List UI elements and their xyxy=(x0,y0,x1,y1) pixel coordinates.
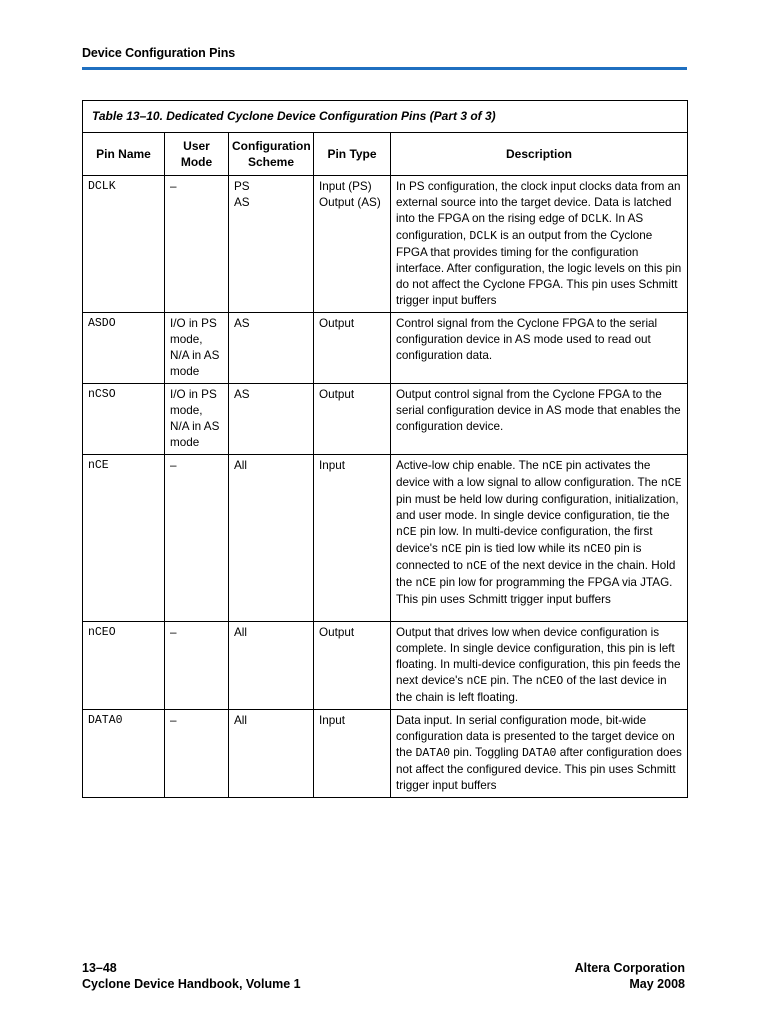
pin-type-cell xyxy=(314,384,391,455)
pin-type-cell xyxy=(314,455,391,622)
signal-name: DATA0 xyxy=(521,747,557,760)
user-mode-cell xyxy=(165,384,229,455)
header-rule xyxy=(82,67,687,70)
signal-name: nCE xyxy=(415,577,437,590)
signal-name: DATA0 xyxy=(415,747,451,760)
table-row xyxy=(83,622,688,710)
pin-name-cell: nCE xyxy=(83,455,165,622)
cell-line: – xyxy=(170,714,177,727)
running-header: Device Configuration Pins xyxy=(82,46,236,60)
user-mode-cell xyxy=(165,622,229,710)
signal-name: nCE xyxy=(466,675,488,688)
cell-line: Output xyxy=(319,626,355,639)
cell-line: N/A in AS xyxy=(170,420,220,433)
cell-line: Input xyxy=(319,714,345,727)
description-text: Control signal from the Cyclone FPGA to the serial configuration device in AS mode used to read out configuration data. xyxy=(396,317,658,362)
cell-line: All xyxy=(234,714,247,727)
signal-name: nCE xyxy=(466,560,487,573)
user-mode-cell xyxy=(165,313,229,384)
table-row xyxy=(83,455,688,622)
cell-line: Input (PS) xyxy=(319,180,372,193)
cell-line: All xyxy=(234,626,247,639)
description-text: . In AS configuration, xyxy=(396,212,644,242)
description-cell xyxy=(391,313,688,384)
description-cell xyxy=(391,455,688,622)
description-text: Output control signal from the Cyclone FPGA to the serial configuration device in AS mode that enables the configuration device. xyxy=(396,388,681,433)
description-cell xyxy=(391,710,688,798)
signal-name: DCLK xyxy=(581,213,609,226)
user-mode-cell xyxy=(165,176,229,313)
cell-line: Input xyxy=(319,459,345,472)
signal-name: nCE xyxy=(396,526,417,539)
book-title: Cyclone Device Handbook, Volume 1 xyxy=(82,977,301,991)
description-text: pin must be held low during configuration, initialization, and user mode. In single device configuration, tie the xyxy=(396,493,679,522)
cell-line: All xyxy=(234,459,247,472)
configuration-scheme-cell xyxy=(229,176,314,313)
configuration-scheme-cell xyxy=(229,622,314,710)
company-name: Altera Corporation xyxy=(574,961,685,975)
footer-left xyxy=(82,960,301,992)
description-text: pin is connected to xyxy=(396,542,642,572)
column-header-user-mode: User Mode xyxy=(165,133,229,176)
pin-name-cell: nCSO xyxy=(83,384,165,455)
description-text: of the last device in the chain is left floating. xyxy=(396,674,667,704)
description-text: pin is tied low while its xyxy=(461,542,584,555)
page-number: 13–48 xyxy=(82,961,117,975)
signal-name: nCEO xyxy=(535,675,564,688)
cell-line: I/O in PS xyxy=(170,388,217,401)
table-caption: Table 13–10. Dedicated Cyclone Device Configuration Pins (Part 3 of 3) xyxy=(83,101,688,133)
cell-line: – xyxy=(170,626,177,639)
column-header-pin-name: Pin Name xyxy=(83,133,165,176)
configuration-scheme-cell xyxy=(229,384,314,455)
description-text: after configuration does not affect the configured device. This pin uses Schmitt trigger input buffers xyxy=(396,746,682,792)
pin-name-cell: nCEO xyxy=(83,622,165,710)
pin-type-cell xyxy=(314,176,391,313)
cell-line: Output xyxy=(319,388,355,401)
publication-date: May 2008 xyxy=(629,977,685,991)
cell-line: Output xyxy=(319,317,355,330)
column-header-configuration-scheme: Configuration Scheme xyxy=(229,133,314,176)
description-text: pin. Toggling xyxy=(450,746,522,759)
description-cell xyxy=(391,176,688,313)
column-header-description: Description xyxy=(391,133,688,176)
cell-line: – xyxy=(170,180,177,193)
table-row xyxy=(83,384,688,455)
signal-name: nCE xyxy=(541,460,563,473)
cell-line: AS xyxy=(234,196,250,209)
description-cell xyxy=(391,622,688,710)
signal-name: nCE xyxy=(660,477,682,490)
cell-line: – xyxy=(170,459,177,472)
description-text: pin low. In multi-device configuration, the first device's xyxy=(396,525,653,555)
description-text: pin low for programming the FPGA via JTAG. This pin uses Schmitt trigger input buffers xyxy=(396,576,673,606)
description-text: Output that drives low when device configuration is complete. In single device configuration, this pin is left floating. In multi-device configuration, this pin feeds the next device's xyxy=(396,626,681,687)
configuration-pins-table xyxy=(82,100,688,798)
table-row xyxy=(83,176,688,313)
configuration-scheme-cell xyxy=(229,710,314,798)
configuration-scheme-cell xyxy=(229,313,314,384)
signal-name: nCE xyxy=(441,543,462,556)
cell-line: I/O in PS xyxy=(170,317,217,330)
footer-right xyxy=(575,960,685,992)
cell-line: N/A in AS xyxy=(170,349,220,362)
cell-line: Output (AS) xyxy=(319,196,381,209)
description-text: of the next device in the chain. Hold the xyxy=(396,559,676,589)
description-text: Active-low chip enable. The xyxy=(396,459,542,472)
description-text: pin activates the device with a low signal to allow configuration. The xyxy=(396,459,661,489)
signal-name: nCEO xyxy=(583,543,611,556)
description-text: Data input. In serial configuration mode, bit-wide configuration data is presented to the target device on the xyxy=(396,714,675,759)
cell-line: mode, xyxy=(170,333,203,346)
pin-type-cell xyxy=(314,622,391,710)
user-mode-cell xyxy=(165,710,229,798)
table-row xyxy=(83,710,688,798)
cell-line: AS xyxy=(234,388,250,401)
cell-line: mode, xyxy=(170,404,203,417)
table-header-row xyxy=(83,133,688,176)
user-mode-cell xyxy=(165,455,229,622)
table-row xyxy=(83,313,688,384)
pin-name-cell: ASDO xyxy=(83,313,165,384)
description-text: is an output from the Cyclone FPGA that provides timing for the configuration interface. After configuration, the logic levels on this pin do not affect the Cyclone FPGA. This pin uses Schmitt trigger input buffers xyxy=(396,229,682,307)
cell-line: mode xyxy=(170,365,200,378)
pin-type-cell xyxy=(314,313,391,384)
description-text: pin. The xyxy=(487,674,536,687)
pin-name-cell: DATA0 xyxy=(83,710,165,798)
cell-line: AS xyxy=(234,317,250,330)
column-header-pin-type: Pin Type xyxy=(314,133,391,176)
description-text: In PS configuration, the clock input clocks data from an external source into the target device. Data is latched into the FPGA on the rising edge of xyxy=(396,180,681,225)
cell-line: PS xyxy=(234,180,250,193)
signal-name: DCLK xyxy=(469,230,498,243)
description-cell xyxy=(391,384,688,455)
cell-line: mode xyxy=(170,436,200,449)
configuration-scheme-cell xyxy=(229,455,314,622)
pin-name-cell: DCLK xyxy=(83,176,165,313)
pin-type-cell xyxy=(314,710,391,798)
